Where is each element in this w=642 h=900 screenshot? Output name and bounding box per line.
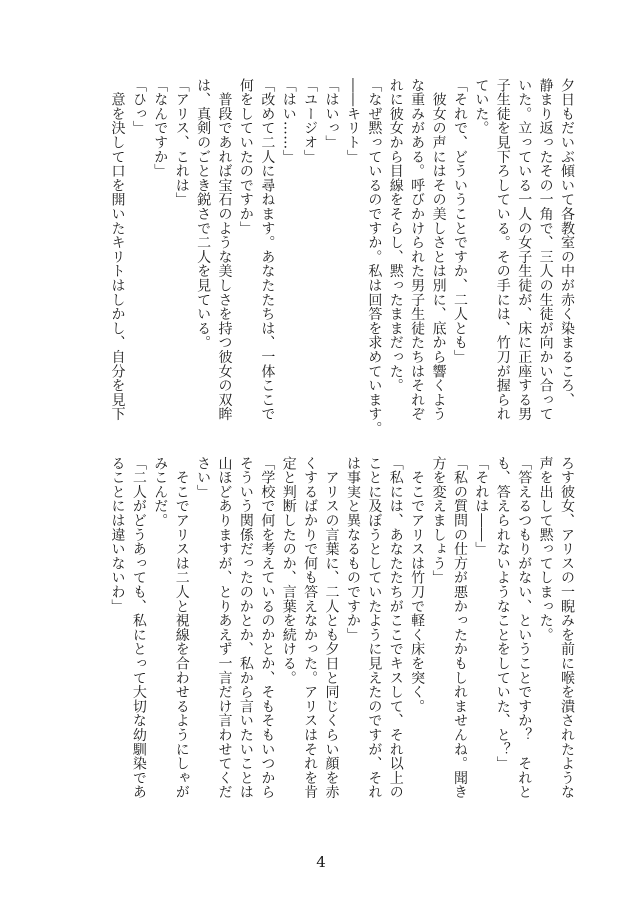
- text-line: 「私の質問の仕方が悪かったかもしれませんね。聞き: [451, 456, 468, 800]
- text-line: ていた。: [473, 78, 490, 136]
- text-line: 「私には、あなたたちがここでキスして、それ以上の: [387, 456, 404, 800]
- text-line: くするばかりで何も答えなかった。アリスはそれを肯: [302, 456, 319, 800]
- text-line: 「はい……」: [280, 78, 297, 164]
- text-line: いた。立っている一人の女子生徒が、床に正座する男: [516, 78, 533, 422]
- text-line: みこんだ。: [152, 456, 169, 528]
- text-line: 静まり返ったその一角で、三人の生徒が向かい合って: [537, 78, 554, 422]
- text-line: そこでアリスは二人と視線を合わせるようにしゃが: [173, 456, 190, 800]
- text-line: 「なんですか」: [152, 78, 169, 179]
- page-number: 4: [316, 853, 326, 871]
- text-line: 「改めて二人に尋ねます。あなたたちは、一体ここで: [259, 78, 276, 422]
- text-line: そういう関係だったのかとか、私から言いたいことは: [237, 456, 254, 800]
- text-line: ――キリト」: [344, 78, 361, 164]
- text-line: 「学校で何を考えているのかとか、そもそもいつから: [259, 456, 276, 800]
- text-line: アリスの言葉に、二人とも夕日と同じくらい顔を赤: [323, 456, 340, 800]
- text-line: 「それは――」: [473, 456, 490, 557]
- text-line: な重みがある。呼びかけられた男子生徒たちはそれぞ: [409, 78, 426, 422]
- text-line: 何をしていたのですか」: [237, 78, 254, 236]
- text-line: は事実と異なるものですか」: [344, 456, 361, 642]
- text-line: 「はいっ」: [323, 78, 340, 150]
- text-line: 「なぜ黙っているのですか。私は回答を求めています。: [366, 78, 383, 436]
- text-line: 「二人がどうあっても、私にとって大切な幼馴染であ: [130, 456, 147, 800]
- text-line: 「ユージオ」: [302, 78, 319, 164]
- text-line: 方を変えましょう」: [430, 456, 447, 585]
- text-line: ろす彼女、アリスの一睨みを前に喉を潰されたような: [559, 456, 575, 800]
- text-line: も、答えられないようなことをしていた、と？」: [494, 456, 511, 771]
- text-line: 意を決して口を開いたキリトはしかし、自分を見下: [109, 78, 126, 422]
- text-line: 「答えるつもりがない、ということですか？ それと: [516, 456, 533, 800]
- text-line: そこでアリスは竹刀で軽く床を突く。: [409, 456, 426, 714]
- text-line: 声を出して黙ってしまった。: [537, 456, 554, 642]
- text-line: 山ほどありますが、とりあえず一言だけ言わせてくだ: [216, 456, 233, 800]
- text-line: 「それで、どういうことですか、二人とも」: [451, 78, 468, 364]
- text-line: 「アリス、これは」: [173, 78, 190, 207]
- text-line: さい」: [195, 456, 212, 499]
- text-block-bottom: [82, 456, 577, 828]
- text-line: は、真剣のごとき鋭さで二人を見ている。: [195, 78, 212, 350]
- text-line: れに彼女から目線をそらし、黙ったままだった。: [387, 78, 404, 393]
- text-line: 定と判断したのか、言葉を続ける。: [280, 456, 297, 685]
- text-line: 普段であれば宝石のような美しさを持つ彼女の双眸: [216, 78, 233, 422]
- text-line: ることには違いないわ」: [109, 456, 126, 614]
- text-line: ことに及ぼうとしていたように見えたのですが、それ: [366, 456, 383, 800]
- text-block-top: [82, 78, 577, 450]
- text-line: 彼女の声にはその美しさとは別に、底から響くよう: [430, 78, 447, 422]
- text-line: 子生徒を見下ろしている。その手には、竹刀が握られ: [494, 78, 511, 422]
- text-line: 夕日もだいぶ傾いて各教室の中が赤く染まるころ、: [559, 78, 575, 407]
- text-line: 「ひっ」: [130, 78, 147, 136]
